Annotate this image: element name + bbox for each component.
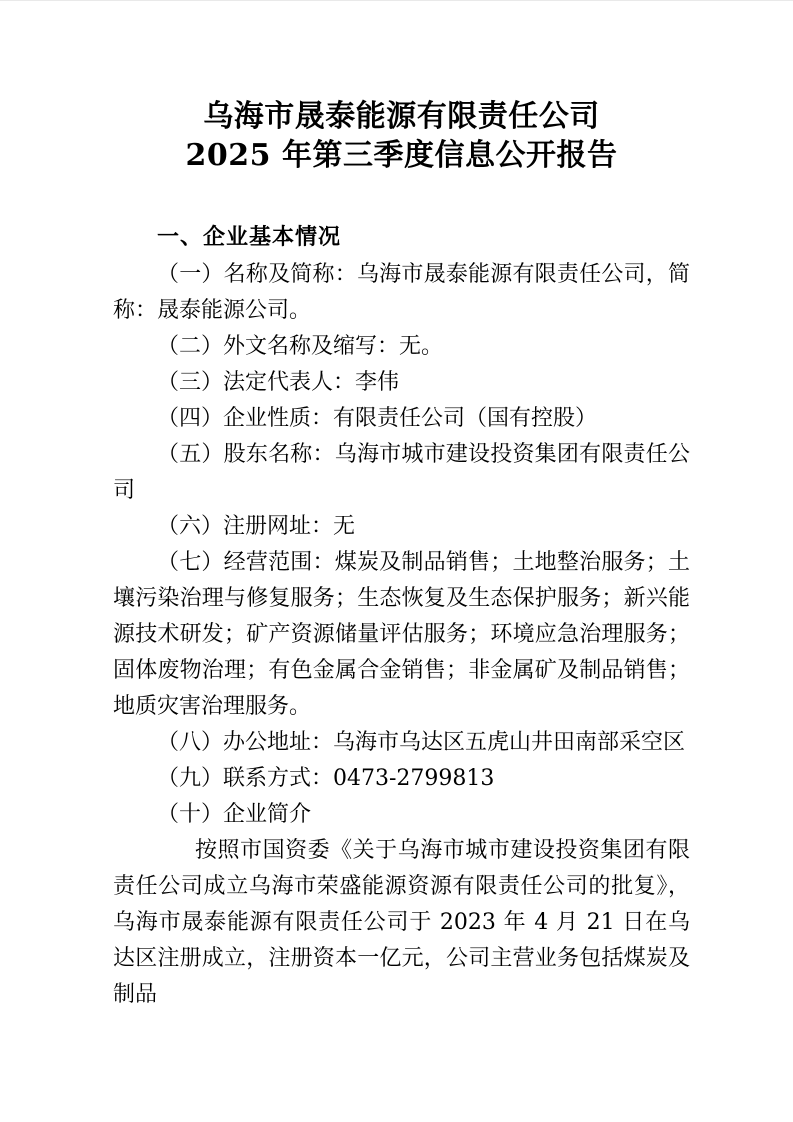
document-title xyxy=(113,97,690,175)
paragraph-office-address: （八）办公地址：乌海市乌达区五虎山井田南部采空区 xyxy=(157,730,686,755)
paragraph-legal-representative: （三）法定代表人：李伟 xyxy=(157,370,400,395)
paragraph-name-abbreviation: （一）名称及简称：乌海市晟泰能源有限责任公司，简称：晟泰能源公司。 xyxy=(113,262,690,323)
paragraph-foreign-name: （二）外文名称及缩写：无。 xyxy=(157,334,444,359)
paragraph-contact-info: （九）联系方式：0473-2799813 xyxy=(157,766,495,791)
paragraph-shareholder-name: （五）股东名称：乌海市城市建设投资集团有限责任公司 xyxy=(113,442,690,503)
paragraph-registered-website: （六）注册网址：无 xyxy=(157,514,356,539)
document-title-line-1: 乌海市晟泰能源有限责任公司 xyxy=(203,99,600,134)
paragraph-company-profile-heading: （十）企业简介 xyxy=(157,802,312,827)
document-body xyxy=(113,257,690,1013)
paragraph-company-profile-body: 按照市国资委《关于乌海市城市建设投资集团有限责任公司成立乌海市荣盛能源资源有限责任公司的批复》，乌海市晟泰能源有限责任公司于 2023 年 4 月 21 日在乌达区注册成立，注册资本一亿元，公司主营业务包括煤炭及制品 xyxy=(113,838,690,1007)
section-heading-basic-info: 一、企业基本情况 xyxy=(157,225,342,250)
document-title-line-2: 2025 年第三季度信息公开报告 xyxy=(185,138,618,173)
paragraph-business-scope: （七）经营范围：煤炭及制品销售；土地整治服务；土壤污染治理与修复服务；生态恢复及生态保护服务；新兴能源技术研发；矿产资源储量评估服务；环境应急治理服务；固体废物治理；有色金属合金销售；非金属矿及制品销售；地质灾害治理服务。 xyxy=(113,550,690,719)
document-content xyxy=(113,1,690,1013)
paragraph-enterprise-nature: （四）企业性质：有限责任公司（国有控股） xyxy=(157,406,598,431)
